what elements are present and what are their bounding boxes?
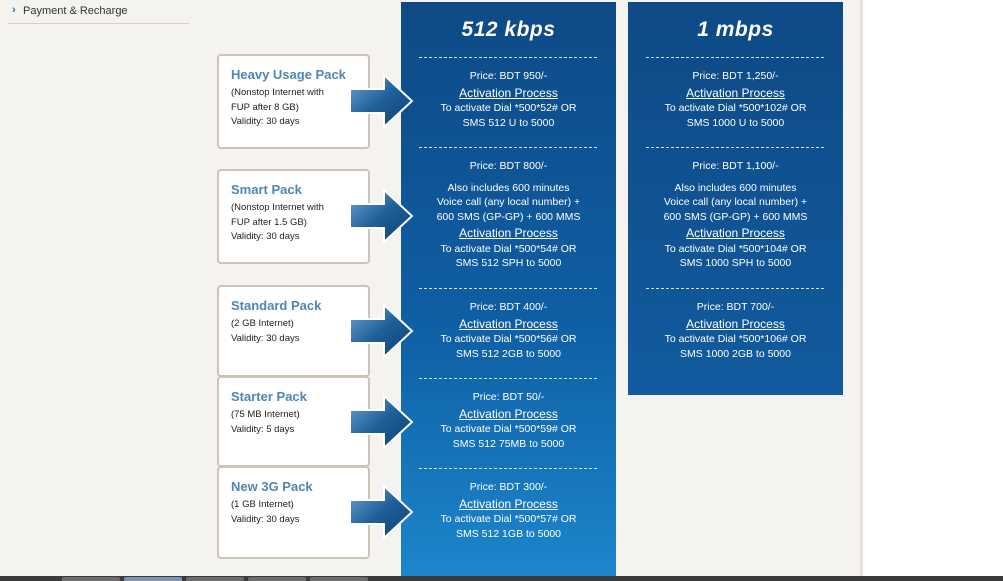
- pack-name: Smart Pack: [231, 182, 302, 197]
- pack-name: Starter Pack: [231, 389, 307, 404]
- offer-price: Price: BDT 400/-: [469, 301, 548, 313]
- taskbar-button[interactable]: [310, 577, 368, 581]
- offer-price: Price: BDT 1,250/-: [692, 70, 779, 82]
- offer-dial: To activate Dial *500*106# OR: [664, 333, 807, 345]
- offer-512-heavy: [401, 69, 616, 130]
- column-title: 512 kbps: [461, 18, 556, 41]
- offer-dial: To activate Dial *500*54# OR: [440, 242, 577, 255]
- offer-512-standard: [401, 300, 616, 361]
- pack-desc: (Nonstop Internet with FUP after 1.5 GB) Validity: 30 days: [231, 202, 324, 242]
- offer-price: Price: BDT 800/-: [469, 160, 548, 172]
- pack-desc: (2 GB Internet) Validity: 30 days: [231, 318, 300, 344]
- offer-price: Price: BDT 50/-: [472, 391, 545, 403]
- offer-sms: SMS 512 2GB to 5000: [455, 347, 562, 360]
- offer-includes: 600 SMS (GP-GP) + 600 MMS: [436, 210, 581, 223]
- pack-desc: (1 GB Internet) Validity: 30 days: [231, 499, 300, 525]
- offer-512-new3g: [401, 480, 616, 541]
- offer-dial: To activate Dial *500*57# OR: [440, 513, 577, 525]
- arrow-right-icon: [348, 483, 416, 541]
- arrow-right-icon: [348, 187, 416, 245]
- activation-process-link[interactable]: Activation Process: [459, 226, 558, 240]
- pack-name: New 3G Pack: [231, 479, 313, 494]
- column-title: 1 mbps: [697, 18, 774, 41]
- offer-sms: SMS 1000 2GB to 5000: [680, 347, 791, 360]
- divider: [646, 147, 824, 148]
- divider: [646, 288, 824, 289]
- page-edge: [860, 0, 863, 576]
- activation-process-link[interactable]: Activation Process: [686, 316, 785, 331]
- activation-process-link[interactable]: Activation Process: [459, 496, 558, 511]
- activation-process-link[interactable]: Activation Process: [459, 406, 558, 421]
- plan-column-512kbps: [401, 2, 616, 576]
- divider: [419, 288, 597, 289]
- offer-price: Price: BDT 1,100/-: [692, 160, 779, 172]
- offer-includes: Also includes 600 minutes: [674, 181, 797, 194]
- taskbar-button[interactable]: [248, 577, 306, 581]
- taskbar-button[interactable]: [124, 577, 182, 581]
- offer-sms: SMS 512 U to 5000: [462, 116, 555, 129]
- activation-process-link[interactable]: Activation Process: [459, 316, 558, 331]
- offer-includes: Voice call (any local number) +: [436, 196, 581, 208]
- taskbar-button[interactable]: [186, 577, 244, 581]
- divider: [419, 57, 597, 58]
- arrow-right-icon: [348, 393, 416, 451]
- nav-label: Payment & Recharge: [23, 5, 128, 17]
- offer-512-smart: [401, 159, 616, 271]
- activation-process-link[interactable]: Activation Process: [686, 85, 785, 100]
- offer-sms: SMS 512 75MB to 5000: [452, 437, 565, 450]
- offer-1m-standard: [628, 300, 843, 361]
- pack-desc: (75 MB Internet) Validity: 5 days: [231, 409, 300, 435]
- nav-payment-recharge[interactable]: [8, 0, 189, 24]
- offer-sms: SMS 512 SPH to 5000: [455, 257, 562, 269]
- chevron-right-icon: ›: [12, 4, 16, 16]
- pack-desc: (Nonstop Internet with FUP after 8 GB) Validity: 30 days: [231, 87, 324, 127]
- plan-column-1mbps: [628, 2, 843, 395]
- taskbar-button[interactable]: [62, 577, 120, 581]
- pack-name: Standard Pack: [231, 298, 322, 313]
- offer-sms: SMS 512 1GB to 5000: [455, 527, 562, 540]
- offer-includes: Voice call (any local number) +: [663, 196, 808, 208]
- arrow-right-icon: [348, 302, 416, 360]
- arrow-right-icon: [348, 72, 416, 130]
- offer-price: Price: BDT 300/-: [469, 481, 548, 493]
- offer-includes: 600 SMS (GP-GP) + 600 MMS: [663, 210, 808, 223]
- offer-1m-heavy: [628, 69, 843, 130]
- offer-1m-smart: [628, 159, 843, 271]
- activation-process-link[interactable]: Activation Process: [686, 226, 785, 240]
- pack-name: Heavy Usage Pack: [231, 67, 346, 82]
- divider: [419, 147, 597, 148]
- offer-dial: To activate Dial *500*56# OR: [440, 333, 577, 345]
- offer-dial: To activate Dial *500*52# OR: [440, 102, 577, 114]
- activation-process-link[interactable]: Activation Process: [459, 85, 558, 100]
- offer-dial: To activate Dial *500*59# OR: [440, 423, 577, 435]
- offer-sms: SMS 1000 SPH to 5000: [679, 257, 792, 269]
- offer-512-starter: [401, 390, 616, 451]
- offer-dial: To activate Dial *500*104# OR: [664, 242, 807, 255]
- offer-includes: Also includes 600 minutes: [447, 181, 570, 194]
- offer-sms: SMS 1000 U to 5000: [686, 116, 785, 129]
- divider: [419, 468, 597, 469]
- offer-price: Price: BDT 700/-: [696, 301, 775, 313]
- divider: [419, 378, 597, 379]
- divider: [646, 57, 824, 58]
- offer-dial: To activate Dial *500*102# OR: [664, 102, 807, 114]
- offer-price: Price: BDT 950/-: [469, 70, 548, 82]
